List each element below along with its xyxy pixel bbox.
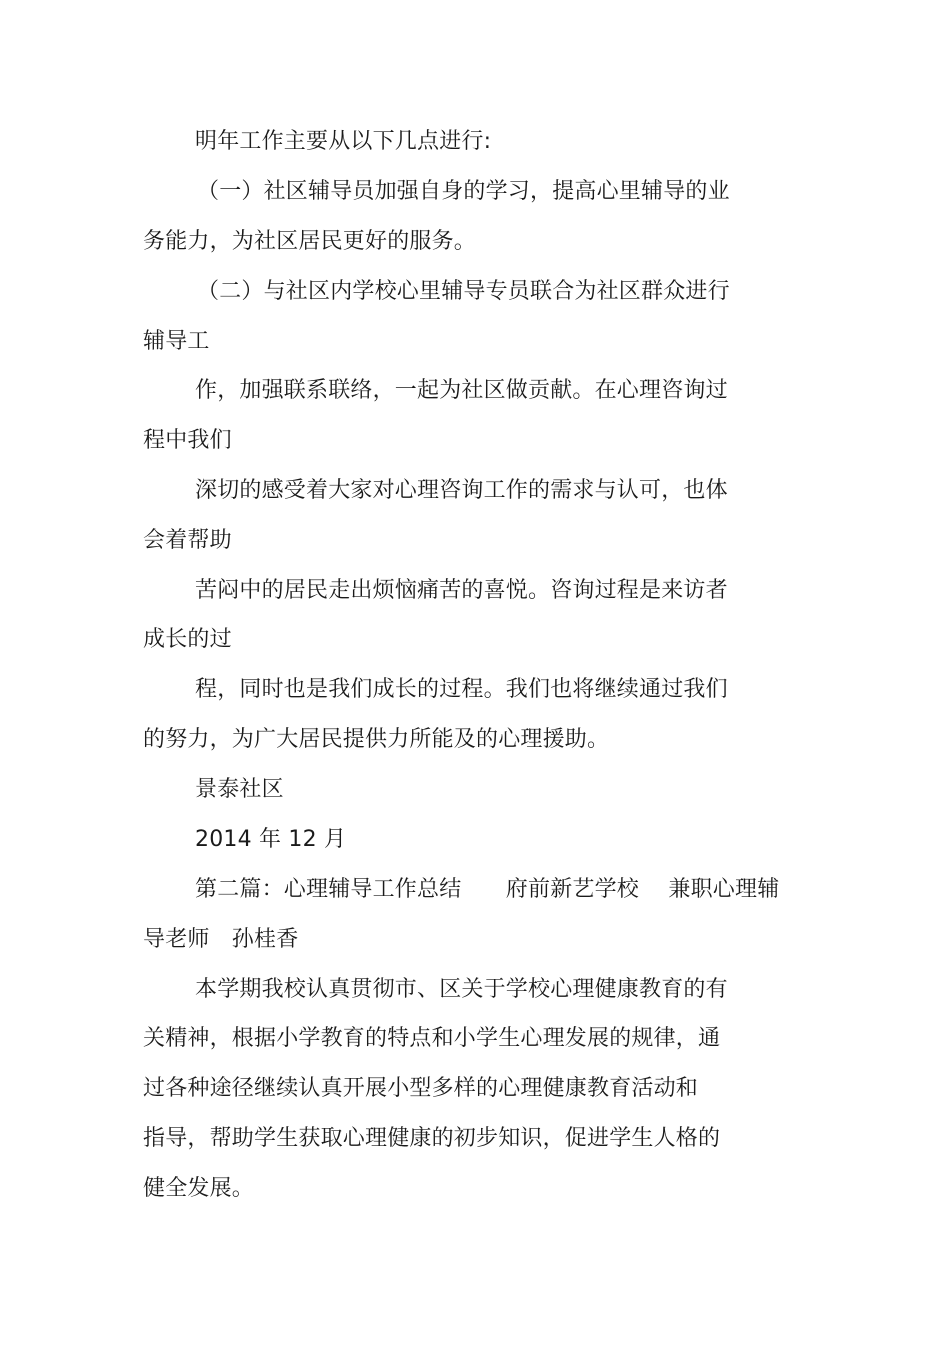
text-line: 明年工作主要从以下几点进行: [195,129,492,154]
text-line: 务能力，为社区居民更好的服务。 [143,229,477,254]
text-line: 的努力，为广大居民提供力所能及的心理援助。 [143,727,610,752]
section-heading-continued: 导老师 孙桂香 [143,927,299,952]
signature-community: 景泰社区 [195,777,284,802]
text-line: 过各种途径继续认真开展小型多样的心理健康教育活动和 [143,1076,699,1101]
text-line: 作，加强联系联络，一起为社区做贡献。在心理咨询过 [195,378,728,403]
text-line: 指导，帮助学生获取心理健康的初步知识，促进学生人格的 [143,1126,721,1151]
text-line: （二）与社区内学校心里辅导专员联合为社区群众进行 [197,279,730,304]
text-line: 关精神，根据小学教育的特点和小学生心理发展的规律，通 [143,1026,721,1051]
text-line: 深切的感受着大家对心理咨询工作的需求与认可，也体 [195,478,728,503]
text-line: （一）社区辅导员加强自身的学习，提高心里辅导的业 [197,179,730,204]
signature-date: 2014 年 12 月 [195,827,347,852]
text-line: 辅导工 [143,329,210,354]
text-line: 苦闷中的居民走出烦恼痛苦的喜悦。咨询过程是来访者 [195,578,728,603]
text-line: 健全发展。 [143,1176,255,1201]
text-line: 成长的过 [143,627,232,652]
text-line: 本学期我校认真贯彻市、区关于学校心理健康教育的有 [195,977,728,1002]
text-line: 程，同时也是我们成长的过程。我们也将继续通过我们 [195,677,728,702]
text-line: 会着帮助 [143,528,232,553]
text-line: 程中我们 [143,428,232,453]
section-heading: 第二篇：心理辅导工作总结 府前新艺学校 兼职心理辅 [195,877,780,902]
